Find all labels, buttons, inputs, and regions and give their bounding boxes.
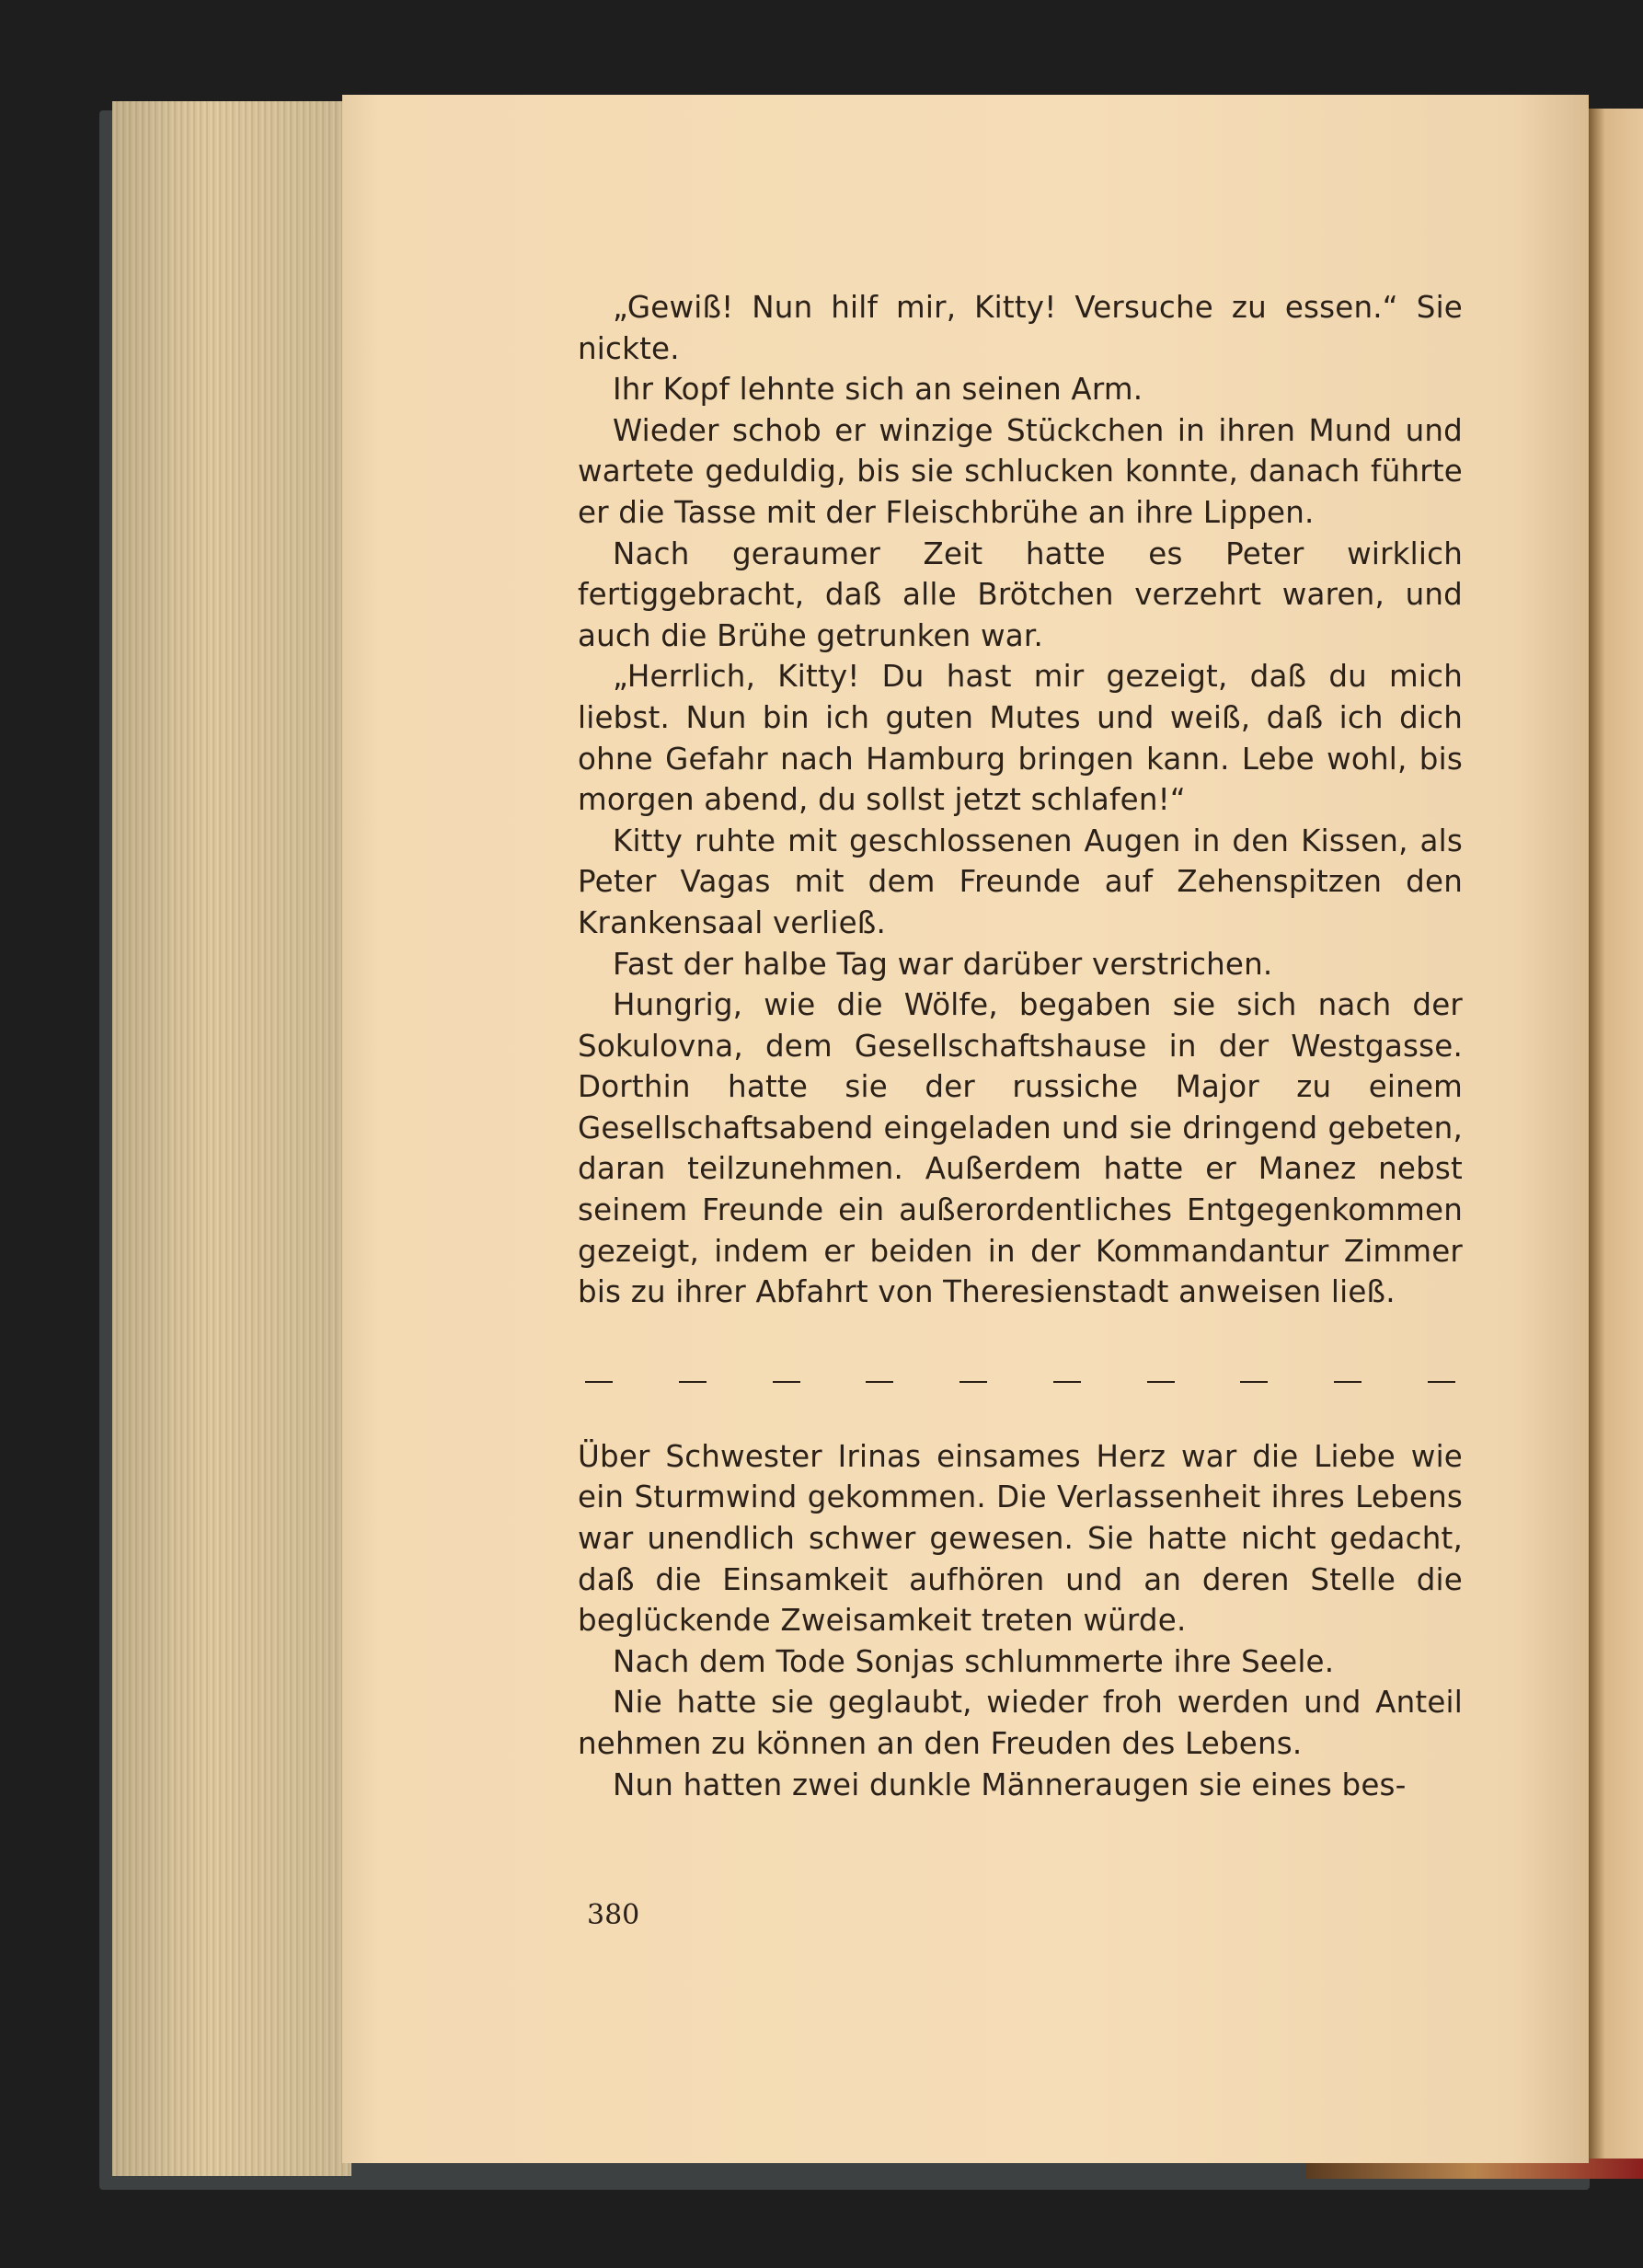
paragraph: Wieder schob er winzige Stückchen in ihren Mund und wartete geduldig, bis sie schlucken konnte, danach führte er die Tasse mit der Fleischbrühe an ihre Lippen.: [578, 412, 1463, 530]
paragraph: Über Schwester Irinas einsames Herz war die Liebe wie ein Sturmwind gekommen. Die Verlassenheit ihres Lebens war unendlich schwer gewesen. Sie hatte nicht gedacht, daß die Einsamkeit aufhören und an deren Stelle die beglückende Zweisamkeit treten würde.: [578, 1438, 1463, 1639]
paragraph: Kitty ruhte mit geschlossenen Augen in den Kissen, als Peter Vagas mit dem Freunde auf Zehenspitzen den Krankensaal verließ.: [578, 823, 1463, 940]
paragraph: Ihr Kopf lehnte sich an seinen Arm.: [613, 372, 1143, 408]
separator-dash: [585, 1381, 613, 1383]
paragraph: Nach geraumer Zeit hatte es Peter wirklich fertiggebracht, daß alle Brötchen verzehrt waren, und auch die Brühe getrunken war.: [578, 535, 1463, 653]
page-edges: [112, 101, 351, 2176]
facing-page-edge: [1589, 109, 1643, 2170]
separator-dash: [1240, 1381, 1268, 1383]
paragraph: Fast der halbe Tag war darüber verstrichen.: [613, 946, 1273, 982]
page-body: [578, 287, 1463, 1805]
separator-dash: [773, 1381, 800, 1383]
paragraph: Nun hatten zwei dunkle Männeraugen sie eines bes-: [613, 1767, 1407, 1802]
separator-dash: [866, 1381, 893, 1383]
separator-dash: [1428, 1381, 1455, 1383]
section-separator: [578, 1363, 1463, 1383]
paragraph: Hungrig, wie die Wölfe, begaben sie sich nach der Sokulovna, dem Gesellschaftshause in der Westgasse. Dorthin hatte sie der russiche Major zu einem Gesellschaftsabend eingeladen und sie dringend gebeten, daran teilzunehmen. Außerdem hatte er Manez nebst seinem Freunde ein außerordentliches Entgegenkommen gezeigt, indem er beiden in der Kommandantur Zimmer bis zu ihrer Abfahrt von Theresienstadt anweisen ließ.: [578, 987, 1463, 1310]
paragraph: „Herrlich, Kitty! Du hast mir gezeigt, daß du mich liebst. Nun bin ich guten Mutes und weiß, daß ich dich ohne Gefahr nach Hamburg bringen kann. Lebe wohl, bis morgen abend, du sollst jetzt schlafen!“: [578, 659, 1463, 818]
separator-dash: [1334, 1381, 1362, 1383]
separator-dash: [1053, 1381, 1081, 1383]
separator-dash: [959, 1381, 987, 1383]
paragraph: Nach dem Tode Sonjas schlummerte ihre Seele.: [613, 1643, 1335, 1679]
paragraph: „Gewiß! Nun hilf mir, Kitty! Versuche zu essen.“ Sie nickte.: [578, 290, 1463, 366]
separator-dash: [679, 1381, 707, 1383]
paragraph: Nie hatte sie geglaubt, wieder froh werden und Anteil nehmen zu können an den Freuden des Lebens.: [578, 1685, 1463, 1761]
page-number: 380: [587, 1899, 640, 1931]
separator-dash: [1147, 1381, 1175, 1383]
